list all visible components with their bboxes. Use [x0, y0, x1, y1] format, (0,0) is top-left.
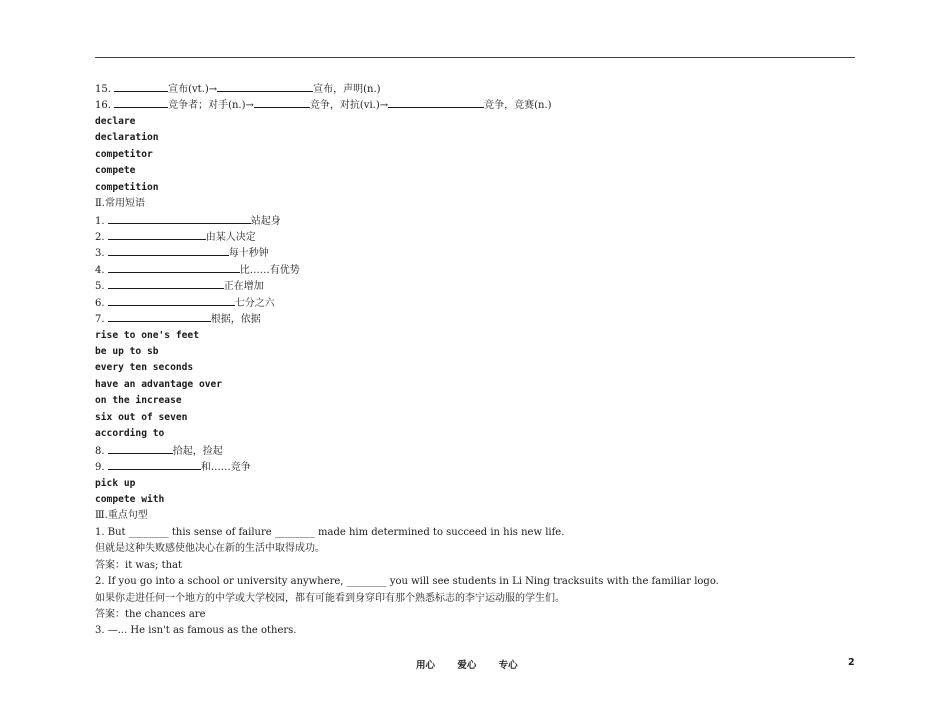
text-line	[95, 295, 855, 311]
blank-hint: 竞争者；对手(n.)→	[168, 100, 254, 112]
document-body	[95, 81, 855, 640]
answer-line: every ten seconds	[95, 362, 194, 374]
text-line	[95, 97, 855, 113]
answer-line: declare	[95, 115, 136, 127]
item-number: 8.	[95, 445, 108, 457]
text-line	[95, 213, 855, 229]
text-line: 答案：it was; that	[95, 559, 183, 571]
blank-hint: 每十秒钟	[228, 248, 269, 260]
text-line: Ⅱ.常用短语	[95, 198, 145, 210]
text-line: 1. But ________ this sense of failure ________ made him determined to succeed in his new life.	[95, 526, 565, 538]
text-line	[95, 262, 855, 278]
blank-hint: 七分之六	[234, 297, 275, 309]
blank-hint: 站起身	[250, 215, 281, 227]
item-number: 5.	[95, 281, 108, 293]
fill-in-blank	[114, 81, 168, 92]
page-number: 2	[848, 657, 855, 668]
item-number: 15.	[95, 84, 115, 95]
header-rule	[95, 57, 855, 58]
answer-line: according to	[95, 428, 165, 440]
motto-word: 爱心	[457, 660, 477, 671]
fill-in-blank	[108, 295, 235, 306]
page-footer	[0, 657, 950, 673]
blank-hint: 竞争，对抗(vi.)→	[309, 100, 389, 112]
text-line: 如果你走进任何一个地方的中学或大学校园，都有可能看到身穿印有那个熟悉标志的李宁运动服的学生们。	[95, 592, 565, 604]
blank-hint: 正在增加	[223, 281, 264, 293]
fill-in-blank	[108, 443, 173, 454]
answer-line: on the increase	[95, 395, 182, 407]
answer-line: compete	[95, 165, 136, 177]
item-number: 2.	[95, 231, 108, 243]
text-line: 3. —... He isn't as famous as the others.	[95, 625, 297, 637]
answer-line: declaration	[95, 132, 159, 144]
text-line	[95, 229, 855, 245]
text-line	[95, 81, 855, 97]
answer-line: rise to one's feet	[95, 329, 199, 341]
fill-in-blank	[108, 229, 206, 240]
fill-in-blank	[108, 278, 224, 289]
fill-in-blank	[108, 459, 201, 470]
text-line: 2. If you go into a school or university anywhere, ________ you will see students in Li Ning tracksuits with the familiar logo.	[95, 576, 719, 588]
item-number: 6.	[95, 297, 108, 309]
answer-line: be up to sb	[95, 346, 159, 357]
blank-hint: 和……竞争	[200, 462, 251, 474]
fill-in-blank	[388, 97, 484, 108]
blank-hint: 竞争，竞赛(n.)	[484, 100, 552, 112]
motto-word: 用心	[416, 660, 436, 671]
item-number: 3.	[95, 248, 108, 260]
fill-in-blank	[114, 97, 168, 108]
text-line	[95, 311, 855, 327]
fill-in-blank	[108, 213, 251, 224]
item-number: 16.	[95, 100, 115, 112]
item-number: 1.	[95, 215, 108, 227]
footer-motto	[416, 657, 537, 671]
answer-line: six out of seven	[95, 411, 188, 423]
answer-line: competition	[95, 181, 159, 193]
item-number: 9.	[95, 462, 108, 474]
text-line: Ⅲ.重点句型	[95, 510, 148, 522]
blank-hint: 拾起，捡起	[172, 445, 223, 457]
text-line	[95, 459, 855, 475]
motto-word: 专心	[498, 660, 518, 671]
fill-in-blank	[108, 262, 240, 273]
answer-line: competitor	[95, 148, 153, 160]
blank-hint: 宣布，声明(n.)	[313, 84, 381, 95]
item-number: 4.	[95, 264, 108, 276]
blank-hint: 比……有优势	[239, 264, 300, 276]
fill-in-blank	[108, 311, 211, 322]
text-line	[95, 443, 855, 459]
text-line	[95, 245, 855, 261]
answer-line: compete with	[95, 493, 165, 505]
answer-line: pick up	[95, 477, 136, 489]
blank-hint: 由某人决定	[205, 231, 256, 243]
text-line: 但就是这种失败感使他决心在新的生活中取得成功。	[95, 543, 325, 555]
item-number: 7.	[95, 314, 108, 326]
text-line	[95, 278, 855, 294]
fill-in-blank	[217, 81, 313, 92]
text-line: 答案：the chances are	[95, 609, 206, 620]
fill-in-blank	[108, 245, 229, 256]
fill-in-blank	[254, 97, 310, 108]
answer-line: have an advantage over	[95, 378, 223, 390]
blank-hint: 根据，依据	[210, 314, 261, 326]
blank-hint: 宣布(vt.)→	[168, 84, 218, 95]
